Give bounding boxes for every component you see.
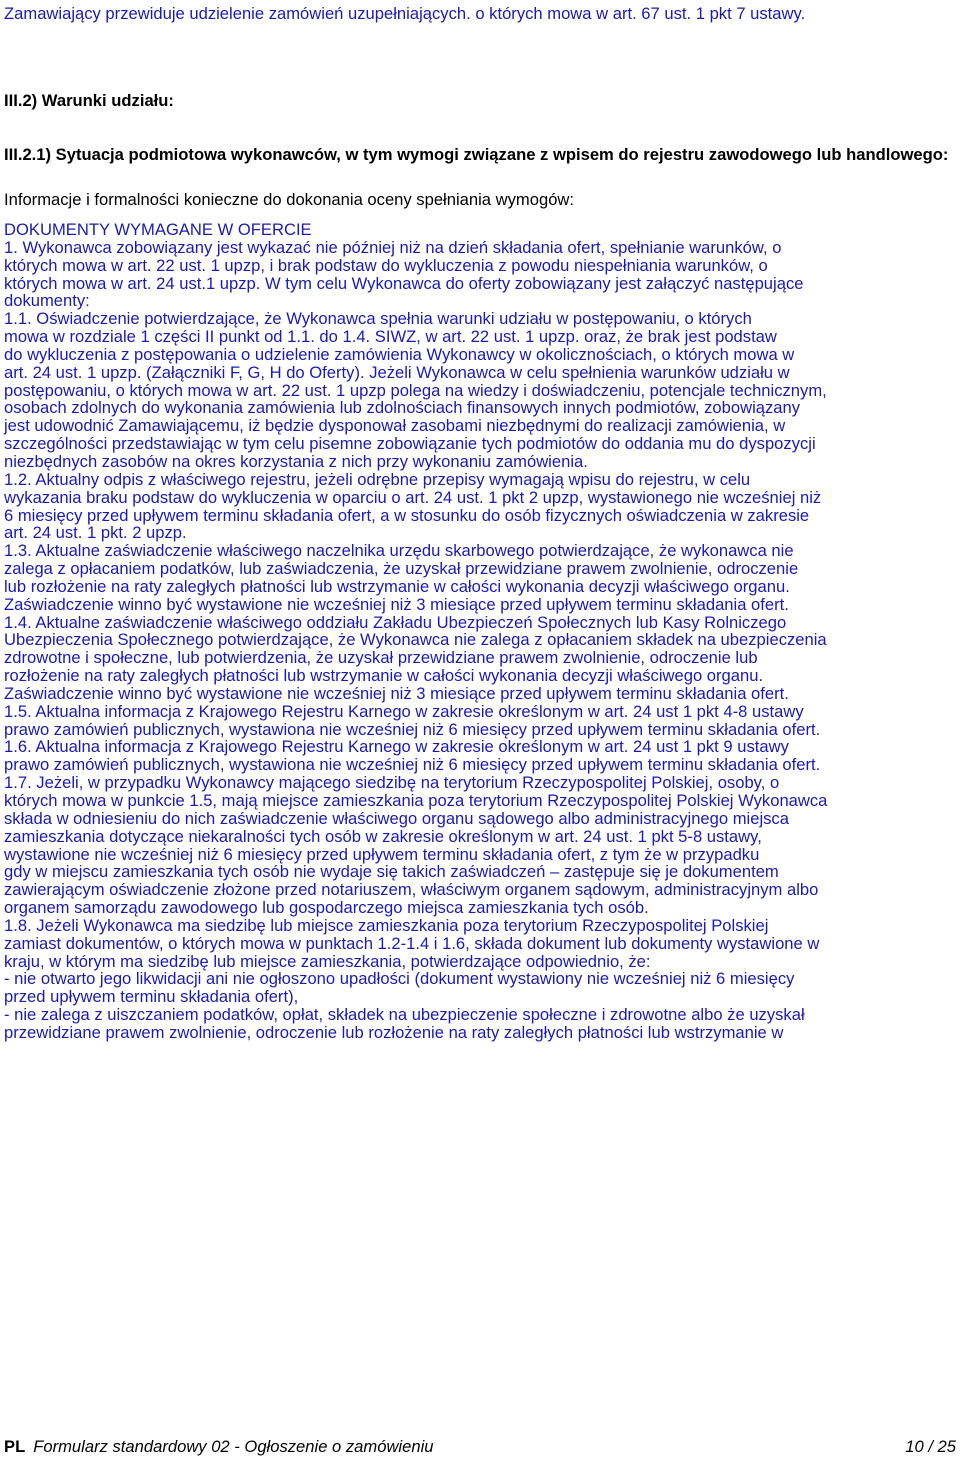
- body-line: prawo zamówień publicznych, wystawiona nie wcześniej niż 6 miesięcy przed upływem terminu składania ofert.: [4, 755, 821, 775]
- body-line: szczególności przedstawiając w tym celu pisemne zobowiązanie tych podmiotów do oddania mu do dyspozycji: [4, 434, 816, 454]
- body-line: przed upływem terminu składania ofert),: [4, 987, 299, 1007]
- body-line: do wykluczenia z postępowania o udzielenie zamówienia Wykonawcy w okolicznościach, o których mowa w: [4, 344, 795, 364]
- body-line: 1.5. Aktualna informacja z Krajowego Rejestru Karnego w zakresie określonym w art. 24 ust 1 pkt 4-8 ustawy: [4, 701, 804, 721]
- footer-page-number: 10 / 25: [905, 1437, 956, 1456]
- body-line: art. 24 ust. 1 pkt. 2 upzp.: [4, 523, 187, 543]
- body-line: zalega z opłacaniem podatków, lub zaświadczenia, że uzyskał przewidziane prawem zwolnienie, odroczenie: [4, 559, 799, 579]
- body-line: - nie otwarto jego likwidacji ani nie ogłoszono upadłości (dokument wystawiony nie wcześniej niż 6 miesięcy: [4, 969, 795, 989]
- body-line: których mowa w art. 24 ust.1 upzp. W tym celu Wykonawca do oferty zobowiązany jest załączyć następujące: [4, 273, 804, 293]
- body-line: DOKUMENTY WYMAGANE W OFERCIE: [4, 220, 312, 239]
- footer-form-title: Formularz standardowy 02 - Ogłoszenie o zamówieniu: [33, 1437, 434, 1456]
- body-line: Zaświadczenie winno być wystawione nie wcześniej niż 3 miesiące przed upływem terminu składania ofert.: [4, 683, 789, 703]
- body-line: składa w odniesieniu do nich zaświadczenie właściwego organu sądowego albo administracyjnego miejsca: [4, 808, 789, 828]
- body-line: osobach zdolnych do wykonania zamówienia lub zdolnościach finansowych innych podmiotów, zobowiązany: [4, 398, 801, 418]
- body-line: - nie zalega z uiszczaniem podatków, opłat, składek na ubezpieczenie społeczne i zdrowotne albo że uzyskał: [4, 1005, 805, 1025]
- body-line: postępowaniu, o których mowa w art. 22 ust. 1 upzp polega na wiedzy i doświadczeniu, potencjale technicznym,: [4, 380, 827, 400]
- footer-language-code: PL: [4, 1437, 26, 1456]
- body-line: których mowa w punkcie 1.5, mają miejsce zamieszkania poza terytorium Rzeczypospolitej Polskiej Wykonawca: [4, 791, 828, 810]
- body-line: 6 miesięcy przed upływem terminu składania ofert, a w stosunku do osób fizycznych oświadczenia w zakresie: [4, 505, 810, 525]
- body-line: 1.2. Aktualny odpis z właściwego rejestru, jeżeli odrębne przepisy wymagają wpisu do rejestru, w celu: [4, 469, 751, 489]
- body-line: 1.7. Jeżeli, w przypadku Wykonawcy mającego siedzibę na terytorium Rzeczypospolitej Polskiej, osoby, o: [4, 773, 780, 793]
- body-line: jest udowodnić Zamawiającemu, iż będzie dysponował zasobami niezbędnymi do realizacji zamówienia, w: [4, 416, 786, 436]
- requirements-body: [4, 221, 960, 1042]
- body-line: Ubezpieczenia Społecznego potwierdzające, że Wykonawca nie zalega z opłacaniem składek na ubezpieczenia: [4, 630, 827, 650]
- order-supplementary-note: Zamawiający przewiduje udzielenie zamówień uzupełniających. o których mowa w art. 67 ust. 1 pkt 7 ustawy.: [4, 4, 806, 23]
- body-line: Zaświadczenie winno być wystawione nie wcześniej niż 3 miesiące przed upływem terminu składania ofert.: [4, 594, 789, 614]
- body-line: wykazania braku podstaw do wykluczenia w oparciu o art. 24 ust. 1 pkt 2 upzp, wystawionego nie wcześniej niż: [4, 487, 822, 507]
- body-line: gdy w miejscu zamieszkania tych osób nie wydaje się takich zaświadczeń – zastępuje się je dokumentem: [4, 862, 779, 882]
- body-line: zdrowotne i społeczne, lub potwierdzenia, że uzyskał przewidziane prawem zwolnienie, odroczenie lub: [4, 648, 758, 668]
- body-line: 1. Wykonawca zobowiązany jest wykazać nie później niż na dzień składania ofert, spełnianie warunków, o: [4, 237, 782, 257]
- subsection-heading: III.2.1) Sytuacja podmiotowa wykonawców, w tym wymogi związane z wpisem do rejestru zawodowego lub handlowego:: [4, 145, 949, 164]
- body-line: 1.3. Aktualne zaświadczenie właściwego naczelnika urzędu skarbowego potwierdzające, że wykonawca nie: [4, 541, 794, 561]
- body-line: niezbędnych zasobów na okres korzystania z nich przy wykonaniu zamówienia.: [4, 451, 588, 471]
- body-line: 1.6. Aktualna informacja z Krajowego Rejestru Karnego w zakresie określonym w art. 24 ust 1 pkt 9 ustawy: [4, 737, 789, 757]
- body-line: kraju, w którym ma siedzibę lub miejsce zamieszkania, potwierdzające odpowiednio, że:: [4, 951, 651, 971]
- page-footer: [4, 1437, 956, 1457]
- section-heading: III.2) Warunki udziału:: [4, 91, 174, 110]
- info-label: Informacje i formalności konieczne do dokonania oceny spełniania wymogów:: [4, 190, 575, 209]
- body-line: 1.8. Jeżeli Wykonawca ma siedzibę lub miejsce zamieszkania poza terytorium Rzeczypospolitej Polskiej: [4, 915, 769, 935]
- body-line: organem samorządu zawodowego lub gospodarczego miejsca zamieszkania tych osób.: [4, 898, 649, 918]
- body-line: 1.1. Oświadczenie potwierdzające, że Wykonawca spełnia warunki udziału w postępowaniu, o których: [4, 309, 752, 329]
- body-line: prawo zamówień publicznych, wystawiona nie wcześniej niż 6 miesięcy przed upływem terminu składania ofert.: [4, 719, 821, 739]
- body-line: wystawione nie wcześniej niż 6 miesięcy przed upływem terminu składania ofert, z tym że w przypadku: [4, 844, 760, 864]
- body-line: zawierającym oświadczenie złożone przed notariuszem, właściwym organem sądowym, administracyjnym albo: [4, 880, 819, 900]
- body-line: których mowa w art. 22 ust. 1 upzp, i brak podstaw do wykluczenia z powodu niespełniania warunków, o: [4, 255, 768, 275]
- body-line: zamieszkania dotyczące niekaralności tych osób w zakresie określonym w art. 24 ust. 1 pkt 5-8 ustawy,: [4, 826, 762, 846]
- body-line: zamiast dokumentów, o których mowa w punktach 1.2-1.4 i 1.6, składa dokument lub dokumenty wystawione w: [4, 933, 820, 953]
- body-line: rozłożenie na raty zaległych płatności lub wstrzymanie w całości wykonania decyzji właściwego organu.: [4, 666, 764, 686]
- body-line: przewidziane prawem zwolnienie, odroczenie lub rozłożenie na raty zaległych płatności lub wstrzymanie w: [4, 1022, 784, 1042]
- body-line: 1.4. Aktualne zaświadczenie właściwego oddziału Zakładu Ubezpieczeń Społecznych lub Kasy Rolniczego: [4, 612, 787, 632]
- body-line: art. 24 ust. 1 upzp. (Załączniki F, G, H do Oferty). Jeżeli Wykonawca w celu spełnienia warunków udziału w: [4, 362, 790, 382]
- body-line: dokumenty:: [4, 291, 90, 311]
- body-line: lub rozłożenie na raty zaległych płatności lub wstrzymanie w całości wykonania decyzji właściwego organu.: [4, 576, 790, 596]
- body-line: mowa w rozdziale 1 części II punkt od 1.1. do 1.4. SIWZ, w art. 22 ust. 1 upzp. oraz, że brak jest podstaw: [4, 327, 777, 347]
